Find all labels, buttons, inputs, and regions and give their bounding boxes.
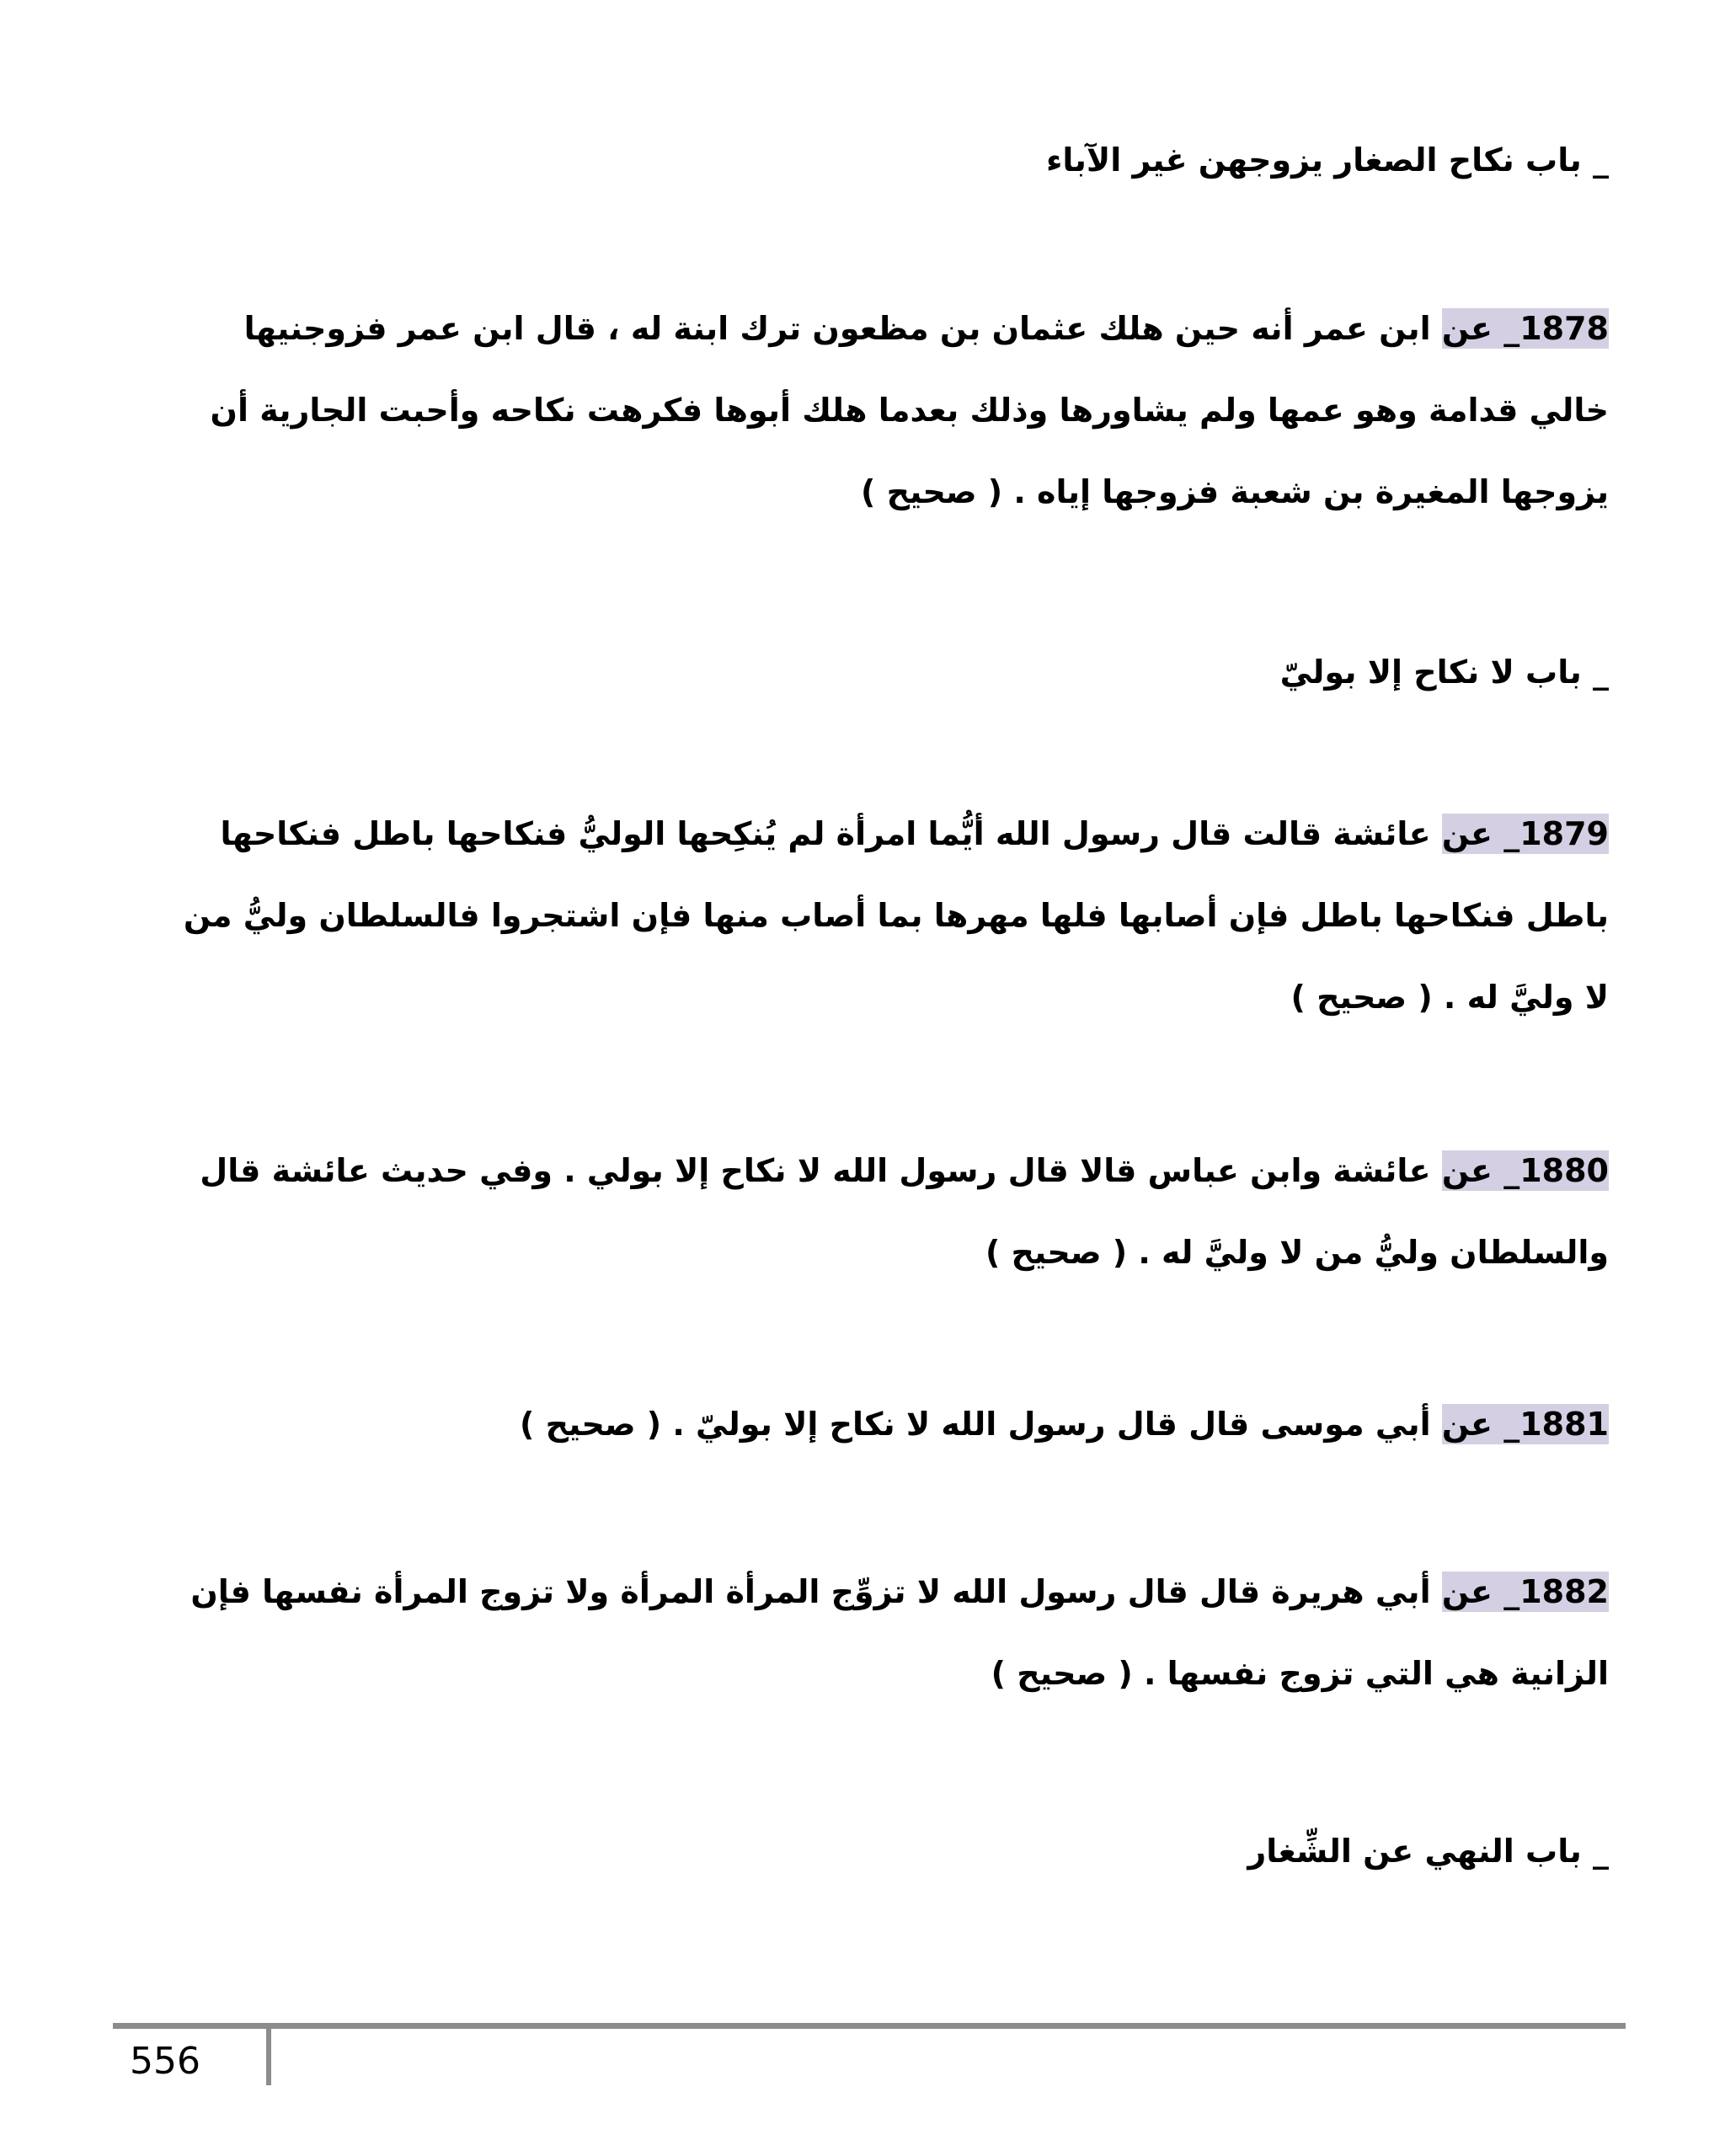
hadith-1882	[160, 1551, 1609, 1715]
hadith-number: 1882_ عن	[1441, 1573, 1609, 1610]
footer-rule-tick	[266, 2023, 271, 2085]
hadith-text: أبي هريرة قال قال رسول الله لا تزوِّج المرأة المرأة ولا تزوج المرأة نفسها فإن الزانية هي التي تزوج نفسها . ( صحيح )	[190, 1573, 1609, 1692]
page-number: 556	[130, 2040, 200, 2083]
hadith-1880	[160, 1130, 1609, 1294]
hadith-1879	[160, 793, 1609, 1038]
hadith-text: أبي موسى قال قال رسول الله لا نكاح إلا بوليّ . ( صحيح )	[519, 1406, 1442, 1443]
hadith-1878	[160, 288, 1609, 533]
hadith-number: 1878_ عن	[1441, 310, 1609, 347]
section-heading-shighar: _ باب النهي عن الشِّغار	[1247, 1833, 1609, 1870]
hadith-number: 1880_ عن	[1441, 1152, 1609, 1189]
section-heading-no-marriage-without-guardian: _ باب لا نكاح إلا بوليّ	[1279, 654, 1609, 691]
hadith-number: 1881_ عن	[1441, 1406, 1609, 1443]
hadith-number: 1879_ عن	[1441, 815, 1609, 852]
hadith-1881	[160, 1384, 1609, 1465]
hadith-text: عائشة وابن عباس قالا قال رسول الله لا نكاح إلا بولي . وفي حديث عائشة قال والسلطان وليُّ من لا وليَّ له . ( صحيح )	[200, 1152, 1609, 1271]
hadith-text: عائشة قالت قال رسول الله أيُّما امرأة لم يُنكِحها الوليُّ فنكاحها باطل فنكاحها باطل فنكاحها باطل فإن أصابها فلها مهرها بما أصاب منها فإن اشتجروا فالسلطان وليُّ من لا وليَّ له . ( صحيح )	[183, 815, 1609, 1016]
section-heading-minors-marriage: _ باب نكاح الصغار يزوجهن غير الآباء	[1045, 141, 1609, 179]
footer-rule	[113, 2023, 1626, 2029]
hadith-text: ابن عمر أنه حين هلك عثمان بن مظعون ترك ابنة له ، قال ابن عمر فزوجنيها خالي قدامة وهو عمها ولم يشاورها وذلك بعدما هلك أبوها فكرهت نكاحه وأحبت الجارية أن يزوجها المغيرة بن شعبة فزوجها إياه . ( صحيح )	[210, 310, 1609, 510]
